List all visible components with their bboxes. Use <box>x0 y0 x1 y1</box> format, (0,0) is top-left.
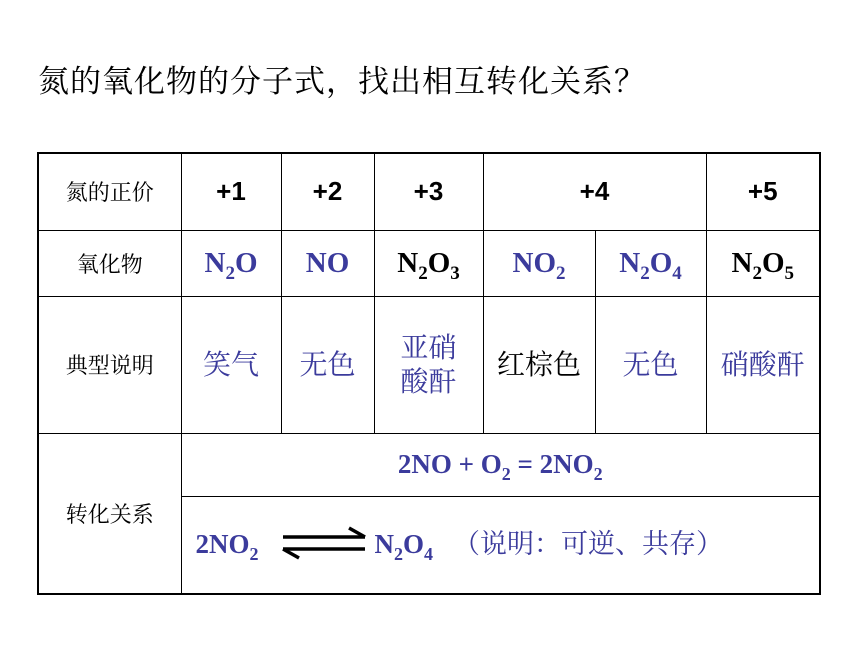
valence-cell: +5 <box>706 153 820 230</box>
row-header-oxide: 氧化物 <box>38 230 181 296</box>
oxide-formula-n2o: $N_2O$ <box>181 230 281 296</box>
oxide-row <box>38 230 820 296</box>
valence-cell: +4 <box>483 153 706 230</box>
reversible-arrow-icon <box>281 526 367 567</box>
description-cell: 笑气 <box>181 296 281 433</box>
description-cell: 无色 <box>595 296 706 433</box>
description-cell: 亚硝 酸酐 <box>374 296 483 433</box>
oxide-formula-n2o5: $N_2O_5$ <box>706 230 820 296</box>
reversible-note: （说明：可逆、共存） <box>453 529 724 561</box>
oxide-formula-n2o4: $N_2O_4$ <box>595 230 706 296</box>
valence-row <box>38 153 820 230</box>
equation-no-oxidation: $2NO + O_2 = 2NO_2$ <box>181 433 820 496</box>
description-cell: 无色 <box>281 296 374 433</box>
page-title: 氮的氧化物的分子式，找出相互转化关系？ <box>38 64 646 100</box>
nitrogen-oxides-table <box>37 152 821 595</box>
row-header-conversion: 转化关系 <box>38 433 181 594</box>
valence-cell: +3 <box>374 153 483 230</box>
description-cell: 硝酸酐 <box>706 296 820 433</box>
conversion-row-1 <box>38 433 820 496</box>
description-row <box>38 296 820 433</box>
row-header-description: 典型说明 <box>38 296 181 433</box>
oxide-formula-no: NO <box>281 230 374 296</box>
valence-cell: +1 <box>181 153 281 230</box>
row-header-valence: 氮的正价 <box>38 153 181 230</box>
equation-no2-dimerization: $2NO_2$ $N_2O_4$ （说明：可逆、共存） <box>181 496 820 594</box>
description-cell: 红棕色 <box>483 296 595 433</box>
oxide-formula-no2: $NO_2$ <box>483 230 595 296</box>
valence-cell: +2 <box>281 153 374 230</box>
oxide-formula-n2o3: $N_2O_3$ <box>374 230 483 296</box>
